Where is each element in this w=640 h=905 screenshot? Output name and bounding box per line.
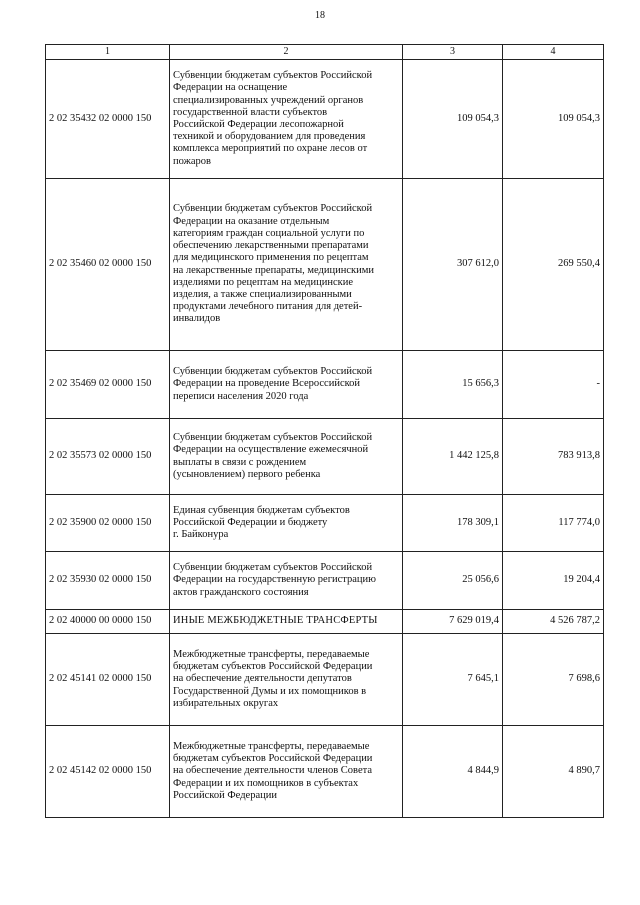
description-line: для медицинского применения по рецептам — [173, 252, 369, 264]
description-line: Федерации на осуществление ежемесячной — [173, 444, 369, 456]
column-header-1: 1 — [46, 45, 170, 60]
table-row — [46, 60, 604, 179]
table-row — [46, 351, 604, 419]
budget-code: 2 02 45142 02 0000 150 — [46, 726, 170, 818]
description-line: выплаты в связи с рождением — [173, 456, 307, 468]
description-line: государственной власти субъектов — [173, 106, 328, 118]
budget-code: 2 02 35432 02 0000 150 — [46, 60, 170, 179]
description-line: Субвенции бюджетам субъектов Российской — [173, 562, 373, 574]
description-line: Единая субвенция бюджетам субъектов — [173, 504, 350, 516]
description-line: переписи населения 2020 года — [173, 390, 309, 402]
description-line: Федерации и их помощников в субъектах — [173, 777, 359, 789]
description — [170, 726, 403, 818]
table-row — [46, 726, 604, 818]
column-header-3: 3 — [403, 45, 503, 60]
description-line: Российской Федерации и бюджету — [173, 516, 328, 528]
description-line: бюджетам субъектов Российской Федерации — [173, 753, 373, 765]
table-row — [46, 179, 604, 351]
table-header-row — [46, 45, 604, 60]
description-line: Субвенции бюджетам субъектов Российской — [173, 203, 373, 215]
description-line: Субвенции бюджетам субъектов Российской — [173, 432, 373, 444]
description-line: актов гражданского состояния — [173, 586, 309, 598]
description-line: Межбюджетные трансферты, передаваемые — [173, 648, 370, 660]
description-line: категориям граждан социальной услуги по — [173, 227, 365, 239]
value-column-4: 117 774,0 — [503, 495, 604, 552]
description-line: на обеспечение деятельности членов Совета — [173, 765, 372, 777]
description — [170, 60, 403, 179]
value-column-3: 15 656,3 — [403, 351, 503, 419]
value-column-3: 109 054,3 — [403, 60, 503, 179]
value-column-3: 1 442 125,8 — [403, 419, 503, 495]
page-number: 18 — [315, 10, 325, 21]
description-line: на обеспечение деятельности депутатов — [173, 673, 352, 685]
description-line: Субвенции бюджетам субъектов Российской — [173, 366, 373, 378]
description-line: избирательных округах — [173, 697, 279, 709]
table-row — [46, 552, 604, 610]
column-header-2: 2 — [170, 45, 403, 60]
description-line: Межбюджетные трансферты, передаваемые — [173, 740, 370, 752]
value-column-3: 25 056,6 — [403, 552, 503, 610]
description-line: инвалидов — [173, 313, 221, 325]
description-line: обеспечению лекарственными препаратами — [173, 240, 369, 252]
description-line: Субвенции бюджетам субъектов Российской — [173, 70, 373, 82]
budget-code: 2 02 35469 02 0000 150 — [46, 351, 170, 419]
description-line: бюджетам субъектов Российской Федерации — [173, 661, 373, 673]
table-row — [46, 634, 604, 726]
description-line: специализированных учреждений органов — [173, 94, 364, 106]
value-column-4: 19 204,4 — [503, 552, 604, 610]
value-column-3: 4 844,9 — [403, 726, 503, 818]
budget-code: 2 02 40000 00 0000 150 — [46, 610, 170, 634]
description-line: Федерации на государственную регистрацию — [173, 574, 377, 586]
description-line: комплекса мероприятий по охране лесов от — [173, 143, 368, 155]
description-line: Федерации на оказание отдельным — [173, 215, 330, 227]
description — [170, 610, 403, 634]
budget-code: 2 02 35930 02 0000 150 — [46, 552, 170, 610]
description-line: продуктами лечебного питания для детей- — [173, 301, 363, 313]
description — [170, 552, 403, 610]
description-line: техникой и оборудованием для проведения — [173, 131, 366, 143]
value-column-3: 7 645,1 — [403, 634, 503, 726]
description — [170, 419, 403, 495]
value-column-4: 4 890,7 — [503, 726, 604, 818]
description-line: пожаров — [173, 155, 211, 167]
value-column-4: - — [503, 351, 604, 419]
value-column-4: 7 698,6 — [503, 634, 604, 726]
value-column-4: 783 913,8 — [503, 419, 604, 495]
description — [170, 351, 403, 419]
description-line: г. Байконура — [173, 529, 229, 541]
description-line: Российской Федерации лесопожарной — [173, 119, 344, 130]
description-line: (усыновлением) первого ребенка — [173, 468, 321, 480]
description — [170, 495, 403, 552]
description-line: Государственной Думы и их помощников в — [173, 685, 367, 697]
budget-code: 2 02 45141 02 0000 150 — [46, 634, 170, 726]
description — [170, 179, 403, 351]
budget-table — [45, 44, 604, 818]
value-column-4: 4 526 787,2 — [503, 610, 604, 634]
column-header-4: 4 — [503, 45, 604, 60]
value-column-3: 178 309,1 — [403, 495, 503, 552]
description — [170, 634, 403, 726]
value-column-4: 269 550,4 — [503, 179, 604, 351]
budget-code: 2 02 35573 02 0000 150 — [46, 419, 170, 495]
description-line: ИНЫЕ МЕЖБЮДЖЕТНЫЕ ТРАНСФЕРТЫ — [173, 615, 378, 627]
table-row-total — [46, 610, 604, 634]
value-column-3: 307 612,0 — [403, 179, 503, 351]
table-row — [46, 419, 604, 495]
description-line: изделия, а также специализированными — [173, 288, 352, 300]
budget-code: 2 02 35460 02 0000 150 — [46, 179, 170, 351]
description-line: Федерации на оснащение — [173, 82, 288, 94]
description-line: на лекарственные препараты, медицинскими — [173, 264, 375, 276]
value-column-3: 7 629 019,4 — [403, 610, 503, 634]
description-line: Российской Федерации — [173, 789, 277, 801]
description-line: Федерации на проведение Всероссийской — [173, 378, 361, 390]
description-line: изделиями по рецептам на медицинские — [173, 276, 354, 288]
value-column-4: 109 054,3 — [503, 60, 604, 179]
table-row — [46, 495, 604, 552]
budget-code: 2 02 35900 02 0000 150 — [46, 495, 170, 552]
